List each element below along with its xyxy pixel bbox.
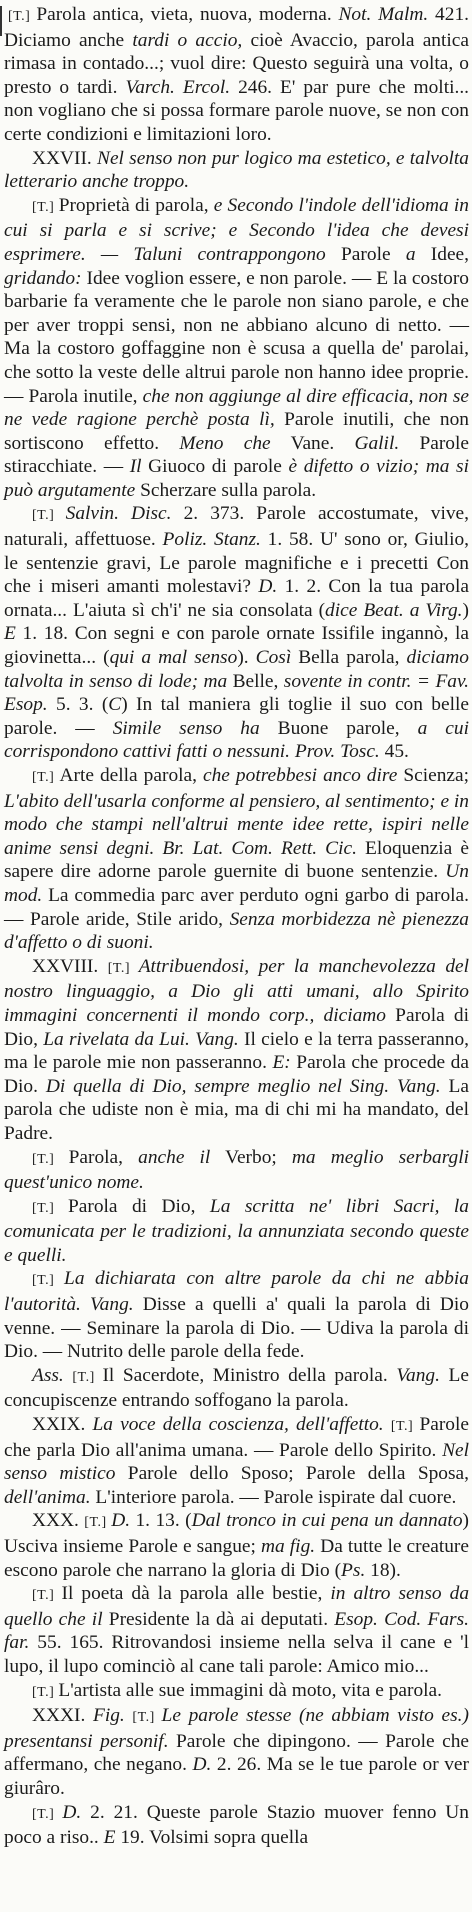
tag-marker: [T.]	[32, 199, 59, 215]
italic-text: D.	[62, 1801, 82, 1823]
tag-marker: [T.]	[32, 1806, 63, 1822]
text-run: Da tutte le creature escono parole che narrano la gloria di Dio (	[4, 1536, 469, 1581]
tag-marker: [T.]	[8, 9, 37, 24]
italic-text: Il	[129, 456, 142, 478]
italic-text: diciamo talvolta in senso di lode; ma	[4, 647, 469, 692]
text-run: ).	[237, 647, 256, 669]
text-run: Parola,	[68, 1146, 139, 1168]
text-run: 55. 165. Ritrovandosi insieme nella selva il cane e 'l lupo, il lupo cominciò al cane tali parole: Amico mio...	[4, 1632, 469, 1677]
text-run: 5. 3. (	[47, 694, 109, 716]
entry-paragraph	[4, 1146, 469, 1195]
italic-text: a cui corrispondono cattivi fatti o nessuni. Prov. Tosc.	[4, 717, 469, 763]
italic-text: Poliz. Stanz.	[162, 529, 261, 551]
text-run: 2. 21. Queste parole Stazio muover fenno Un poco a riso..	[4, 1801, 470, 1849]
italic-text: E	[103, 1827, 116, 1849]
italic-text: D.	[258, 576, 278, 598]
italic-text: Attribuendosi, per la manchevolezza del nostro linguaggio, a Dio gli atti umani, allo Spirito immagini concernenti il mondo corp., diciamo	[4, 955, 470, 1026]
tag-marker: [T.]	[32, 1273, 65, 1289]
text-run: 1. 58. U' sono or, Giulio, le sentenzie gravi, Le parole magnifiche e i precetti Con che i miseri amanti molestavi?	[4, 529, 469, 598]
text-run: Eloquenzia è sapere dire adorne parole guernite di buone sentenzie.	[4, 837, 469, 883]
text-run: Parola di Dio,	[4, 1004, 469, 1050]
text-run: )	[462, 599, 469, 621]
section-paragraph	[4, 1704, 469, 1800]
italic-text: Ass.	[32, 1364, 64, 1386]
text-run: Il poeta dà la parola alle bestie,	[61, 1583, 331, 1605]
text-run: Il cielo e la terra passeranno, ma le parole mie non passeranno.	[4, 1028, 469, 1074]
section-paragraph	[4, 1413, 469, 1509]
entry-paragraph	[4, 1195, 469, 1268]
tag-marker: [T.]	[32, 1588, 62, 1604]
italic-text: dell'anima.	[4, 1486, 91, 1508]
italic-text: a	[405, 243, 416, 265]
text-run: Idee voglion essere, e non parole. — E la costoro barbarie fa veramente che le parole non siano parole, e che per aver troppi sensi, non ne abbiano alcuno di netto. — Ma la costoro goffaggine non è scusa a quella de' parolai, che sotto la veste delle altrui parole non hanno idee proprie. — Parola inutile,	[4, 267, 469, 407]
text-run: ) Usciva insieme Parole e sangue;	[4, 1510, 469, 1557]
text-run: Parole dello Sposo; Parole della Sposa,	[115, 1463, 470, 1485]
italic-text: è difetto o vizio; ma si può argutamente	[4, 456, 469, 501]
italic-text: gridando:	[4, 267, 82, 289]
italic-text: Vang.	[396, 1364, 440, 1386]
tag-marker: [T.]	[32, 1200, 68, 1216]
text-run: Parole	[325, 243, 406, 265]
italic-text: E	[4, 623, 16, 645]
section-paragraph	[4, 1509, 469, 1582]
italic-text: dice Beat. a Virg.	[325, 599, 463, 621]
italic-text: Senza morbidezza nè pienezza d'affetto o di suoni.	[4, 908, 469, 954]
tag-marker: [T.]	[390, 1419, 420, 1435]
text-run: Parola che procede da Dio.	[4, 1052, 469, 1097]
tag-marker: [T.]	[32, 508, 66, 524]
entry-paragraph	[4, 502, 469, 764]
text-run: Parole che parla Dio all'anima umana. — Parole dello Spirito.	[4, 1414, 469, 1461]
text-run: 2. 373. Parole accostumate, vive, naturali, affettuose.	[4, 503, 469, 551]
italic-text: Not. Malm.	[338, 4, 429, 25]
tag-marker: [T.]	[84, 1515, 112, 1531]
italic-text: La voce della coscienza, dell'affetto.	[92, 1414, 384, 1436]
entry-paragraph	[4, 1267, 469, 1363]
italic-text: Galil.	[354, 432, 400, 454]
italic-text: Varch. Ercol.	[125, 76, 231, 98]
entry-paragraph	[4, 1679, 469, 1705]
italic-text: anche il	[138, 1146, 211, 1168]
tag-marker: [T.]	[32, 1151, 69, 1167]
entry-paragraph	[4, 1582, 469, 1678]
italic-text: Esop. Cod. Fars. far.	[4, 1608, 469, 1654]
italic-text: D.	[192, 1754, 212, 1776]
italic-text: La rivelata da Lui. Vang.	[43, 1028, 239, 1050]
italic-text: Le parole stesse (ne abbiam visto es.) presentansi personif.	[4, 1705, 469, 1752]
italic-text: C	[108, 694, 122, 716]
text-run: La parola che udiste non è mia, ma di chi mi ha mandato, del Padre.	[4, 1075, 469, 1144]
italic-text: D.	[111, 1510, 131, 1532]
section-paragraph	[4, 147, 469, 194]
italic-text: L'abito dell'usarla conforme al pensiero, al sentimento; e in modo che stampi nell'altrui mente idee rette, ispiri nelle anime sensi degni. Br. Lat. Com. Rett. Cic.	[4, 790, 469, 859]
italic-text: La dichiarata con altre parole da chi ne abbia l'autorità. Vang.	[4, 1268, 469, 1316]
text-run: 19. Volsimi sopra quella	[115, 1827, 309, 1849]
text-run: Giuoco di parole	[141, 456, 289, 478]
italic-text: Simile senso ha	[112, 717, 260, 739]
text-run	[384, 1414, 391, 1435]
text-run: ) In tal maniera gli toglie il suo con belle parole. —	[4, 694, 469, 739]
italic-text: sovente in contr. = Fav. Esop.	[4, 670, 469, 716]
italic-text: E:	[272, 1052, 291, 1074]
text-run: 1. 2. Con la tua parola ornata... L'aiuta sì ch'i' ne sia consolata (	[4, 576, 469, 621]
entry-paragraph	[4, 1364, 469, 1413]
text-run: Verbo;	[210, 1146, 292, 1168]
text-run: Parole che dipingono. — Parole che affermano, che negano.	[4, 1730, 469, 1776]
tag-marker: [T.]	[107, 960, 139, 976]
text-run: XXIX.	[32, 1414, 93, 1436]
text-run: Scienza;	[397, 765, 470, 786]
italic-text: Un mod.	[4, 861, 469, 906]
text-run: L'interiore parola. — Parole ispirate dal cuore.	[90, 1486, 457, 1508]
text-run: XXXI.	[32, 1705, 93, 1727]
text-run: Parola di Dio,	[67, 1195, 210, 1217]
text-run: Scherzare sulla parola.	[135, 479, 317, 501]
italic-text: La scritta ne' libri Sacri, la comunicata per le tradizioni, la annunziata secondo queste e quelli.	[4, 1195, 469, 1266]
text-run: Bella parola,	[291, 647, 407, 669]
text-run: La commedia parc aver perduto ogni garbo di parola. — Parole aride, Stile arido,	[4, 884, 469, 930]
left-edge-rule	[0, 6, 2, 36]
section-paragraph	[4, 955, 469, 1146]
text-run: 1. 13. (	[130, 1510, 192, 1532]
italic-text: Salvin. Disc.	[65, 503, 172, 525]
italic-text: che non aggiunge al dire efficacia, non se ne vede ragione perchè posta lì,	[4, 385, 469, 431]
text-run: cioè Avaccio, parola antica rimasa in contado...; vuol dire: Questo seguirà una volta, o presto o tardi.	[4, 29, 469, 98]
italic-text: Di quella di Dio, sempre meglio nel Sing. Vang.	[45, 1075, 441, 1097]
text-run: 246. E' par pure che molti... non vogliano che si possa formare parole nuove, se non con certe condizioni e limitazioni loro.	[4, 76, 470, 145]
text-run: 1. 18. Con segni e con parole ornate Issifile ingannò, la giovinetta... (	[4, 623, 469, 669]
text-column	[4, 3, 469, 1850]
tag-marker: [T.]	[32, 770, 60, 785]
text-run: 2. 26. Ma se le tue parole or ver giurâro.	[4, 1754, 469, 1799]
italic-text: Ps.	[341, 1559, 366, 1581]
text-run: 18).	[365, 1559, 401, 1581]
text-run: Le concupiscenze entrando soffogano la parola.	[4, 1364, 469, 1412]
text-run: Disse a quelli a' quali la parola di Dio venne. — Seminare la parola di Dio. — Udiva la parola di Dio. — Nutrito delle parole della fede.	[4, 1294, 469, 1363]
text-run: Parola antica, vieta, nuova, moderna.	[36, 4, 339, 25]
entry-paragraph	[4, 3, 469, 147]
text-run: Vane.	[270, 432, 355, 454]
text-run: Presidente la dà ai deputati.	[102, 1608, 335, 1630]
text-run: XXVII.	[32, 147, 98, 169]
italic-text: Dal tronco in cui pena un dannato	[191, 1510, 463, 1532]
text-run: L'artista alle sue immagini dà moto, vita e parola.	[58, 1679, 442, 1701]
italic-text: in altro senso da quello che il	[4, 1583, 470, 1630]
italic-text: Nel senso mistico	[4, 1439, 469, 1485]
entry-paragraph	[4, 764, 469, 955]
text-run: Buone parole,	[259, 717, 418, 739]
entry-paragraph	[4, 194, 469, 503]
text-run: Parole stiracchiate. —	[4, 432, 469, 478]
text-run: Arte della parola,	[59, 765, 203, 786]
italic-text: Meno che	[179, 432, 271, 454]
italic-text: qui a mal senso	[109, 647, 238, 669]
text-run: Belle,	[227, 670, 284, 692]
text-run: XXX.	[32, 1510, 85, 1532]
italic-text: ma fig.	[261, 1536, 316, 1557]
text-run: 421. Diciamo anche	[4, 4, 469, 51]
italic-text: ma meglio serbargli quest'unico nome.	[4, 1146, 470, 1194]
entry-paragraph	[4, 1801, 469, 1850]
italic-text: Così	[255, 647, 292, 669]
tag-marker: [T.]	[32, 1684, 59, 1700]
text-run: 45.	[379, 741, 409, 763]
italic-text: tardi o accio,	[132, 29, 243, 51]
text-run: Il Sacerdote, Ministro della parola.	[102, 1364, 397, 1386]
italic-text: Nel senso non pur logico ma estetico, e talvolta letterario anche troppo.	[4, 147, 470, 193]
tag-marker: [T.]	[72, 1369, 103, 1385]
text-run: XXVIII.	[32, 955, 108, 977]
italic-text: che potrebbesi anco dire	[203, 765, 398, 786]
text-run: Parole inutili, che non sortiscono effetto.	[4, 409, 469, 454]
text-run: Idee,	[415, 243, 470, 265]
italic-text: Fig.	[92, 1705, 125, 1727]
text-run: Proprietà di parola,	[58, 194, 214, 216]
tag-marker: [T.]	[132, 1710, 162, 1726]
italic-text: e Secondo l'indole dell'idioma in cui si parla e si scrive; e Secondo l'idea che devesi esprimere. — Taluni contrappongono	[4, 194, 470, 265]
